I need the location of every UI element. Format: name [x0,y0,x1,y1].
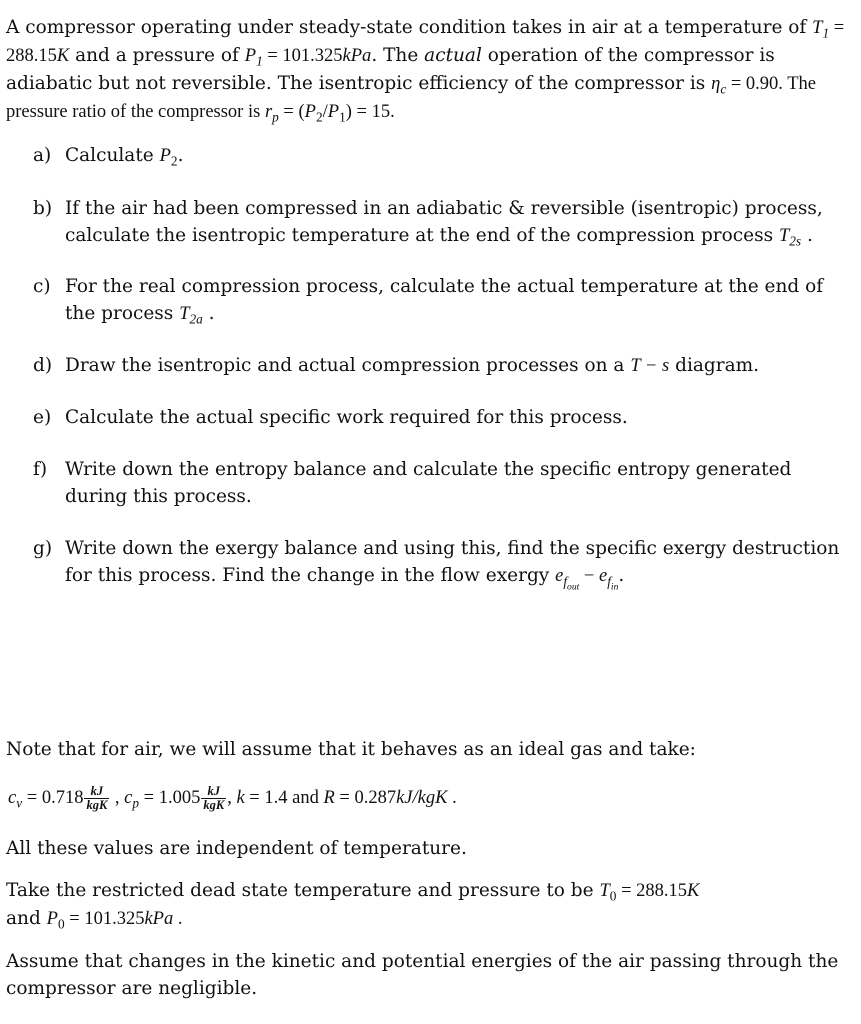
rp-eq: = ( [278,102,305,122]
P2-symbol: $P_2$ [159,146,178,169]
intro-text-2: and a pressure of [69,45,245,66]
rp-P1: $P_1$ [327,102,346,125]
intro-text-3: . The [371,45,425,66]
question-f [33,456,851,510]
T-s-symbol: T − s [630,356,670,376]
P1-unit: kPa [342,46,372,66]
T0-unit: K [687,881,700,901]
question-g: g) Write down the exergy balance and using this, find the specific exergy destruction for this process. Find the change in the flow exergy $e_{f_{out}} - e_{f_{in}}$. [33,535,851,590]
question-label: d) [33,355,53,376]
cv-unit-fraction: $\frac{kJ}{\text{kgK}}$ [86,783,108,812]
question-text: Calculate [65,145,160,166]
assumption-note: Assume that changes in the kinetic and potential energies of the air passing through the compressor are negligible. [6,951,839,999]
T0-value: = 288.15 [616,881,687,901]
actual-emphasis: actual [424,45,482,66]
question-text: Draw the isentropic and actual compression processes on a [65,355,631,376]
question-text: If the air had been compressed in an adiabatic & reversible (isentropic) process, calculate the isentropic temperature at the end of the compression process [65,198,823,246]
question-label: b) [33,198,53,219]
T1-value: = 288.15 [6,18,845,66]
T2a-symbol: $T_{2a}$ [179,304,203,327]
R-unit: kJ/kgK [396,788,448,808]
question-b: b) If the air had been compressed in an adiabatic & reversible (isentropic) process, calculate the isentropic temperature at the end of the compression process $T_{2s}$ . [33,195,851,250]
property-values: $c_v = 0.718$ $\frac{kJ}{\text{kgK}}$ , $c_p = 1.005$ $\frac{kJ}{\text{kgK}}$ , k = 1.4 and R = 0.287kJ/kgK . [8,783,457,812]
cv-value: = 0.718 [22,788,84,808]
eta-symbol: $\eta_c$ [711,74,727,97]
cp-value: = 1.005 [139,788,201,808]
problem-statement [6,14,852,126]
question-text: Calculate the actual specific work required for this process. [65,407,628,428]
question-e [33,404,851,431]
dead-state-note: Take the restricted dead state temperature and pressure to be $T_0 = 288.15K$ and $P_0 = 101.325kPa$ . [6,880,700,932]
ef-in-symbol: $e_{f_{in}}$ [598,566,619,593]
T0-symbol: $T_0$ [599,881,617,904]
rp-P2: $P_2$ [304,102,323,125]
question-label: g) [33,538,53,559]
rp-symbol: $r_p$ [264,102,279,125]
k-symbol: k [231,788,245,808]
question-label: e) [33,407,52,428]
P0-symbol: $P_0$ [46,909,65,932]
P0-unit: kPa [144,909,174,929]
ef-out-symbol: $e_{f_{out}}$ [555,566,580,593]
R-symbol: R [323,788,335,808]
ideal-gas-note: Note that for air, we will assume that it behaves as an ideal gas and take: [6,739,696,760]
intro-text-4: operation of the compressor is adiabatic but not reversible. The isentropic efficiency of the compressor is [6,45,775,94]
P0-value: = 101.325 [64,909,145,929]
cv-symbol: $c_v$ [8,788,23,811]
question-a: a) Calculate $P_2$. [33,142,851,170]
question-text: For the real compression process, calculate the actual temperature at the end of the process [65,276,824,324]
eta-value: = 0.90. The pressure ratio of the compressor is [6,74,816,122]
question-d: d) Draw the isentropic and actual compression processes on a T − s diagram. [33,352,851,380]
T2s-symbol: $T_{2s}$ [778,226,802,249]
rp-slash: / [322,102,328,122]
P1-symbol: $P_1$ [244,46,263,69]
cp-symbol: $c_p$ [124,788,140,811]
rp-value: ) = 15. [345,102,395,122]
question-label: c) [33,276,51,297]
T1-symbol: $T_1$ [812,18,830,41]
intro-text-1: A compressor operating under steady-state condition takes in air at a temperature of [6,17,813,38]
question-c: c) For the real compression process, calculate the actual temperature at the end of the process $T_{2a}$ . [33,273,851,328]
question-label: f) [33,459,48,480]
P1-value: = 101.325 [262,46,343,66]
R-value: = 0.287 [334,788,397,808]
T1-unit: K [56,46,70,66]
independence-note: All these values are independent of temperature. [6,838,467,859]
question-text: Write down the entropy balance and calculate the specific entropy generated during this process. [65,459,792,507]
cp-unit-fraction: $\frac{kJ}{\text{kgK}}$ [203,783,225,812]
k-value: = 1.4 and [244,788,324,808]
question-label: a) [33,145,52,166]
question-text: Write down the exergy balance and using this, find the specific exergy destruction for this process. Find the change in the flow exergy [65,538,840,586]
